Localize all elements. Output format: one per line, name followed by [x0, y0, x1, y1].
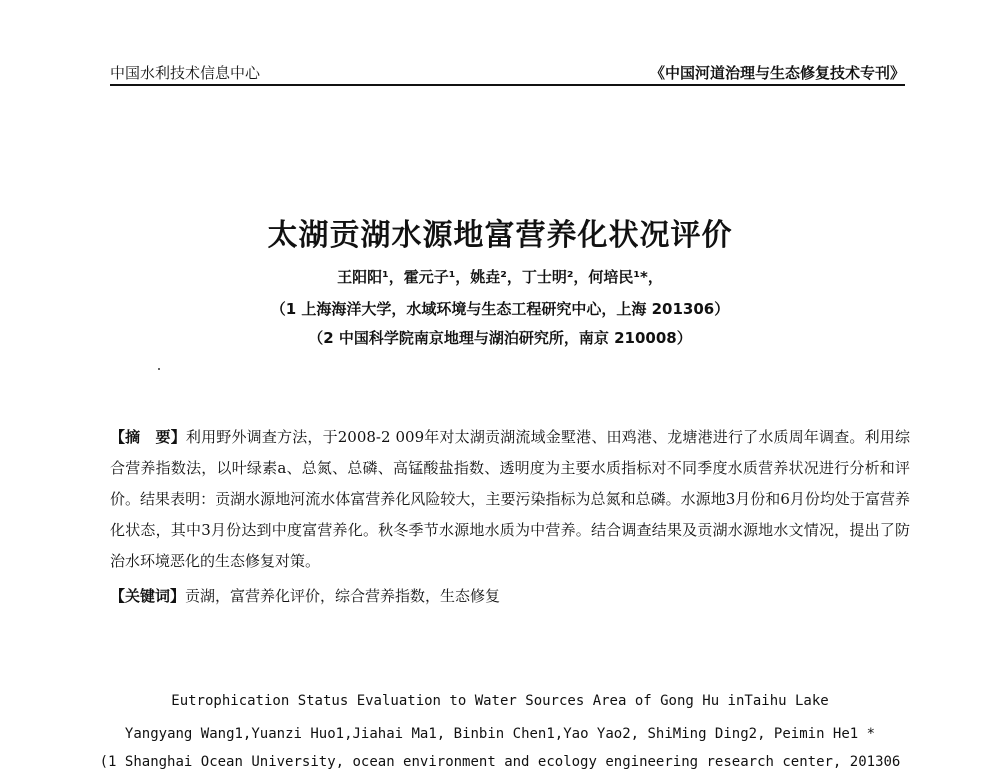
english-affiliation: (1 Shanghai Ocean University, ocean environment and ecology engineering research center, 201306 — [99, 754, 901, 770]
english-title: Eutrophication Status Evaluation to Water Sources Area of Gong Hu inTaihu Lake — [171, 693, 829, 709]
english-authors: Yangyang Wang1,Yuanzi Huo1,Jiahai Ma1, Binbin Chen1,Yao Yao2, ShiMing Ding2, Peimin He1 * — [124, 726, 876, 742]
scan-speck — [158, 368, 160, 370]
header-right: 《中国河道治理与生态修复技术专刊》 — [649, 64, 905, 82]
affiliation-1: （1 上海海洋大学，水域环境与生态工程研究中心，上海 201306） — [270, 300, 730, 318]
author-list: 王阳阳¹，霍元子¹，姚垚²，丁士明²，何培民¹*， — [337, 268, 663, 286]
paper-title: 太湖贡湖水源地富营养化状况评价 — [267, 218, 733, 253]
abstract-text: 利用野外调查方法，于2008-2 009年对太湖贡湖流域金墅港、田鸡港、龙塘港进行了水质周年调查。利用综合营养指数法，以叶绿素a、总氮、总磷、高锰酸盐指数、透明度为主要水质指标对不同季度水质营养状况进行分析和评价。结果表明：贡湖水源地河流水体富营养化风险较大，主要污染指标为总氮和总磷。水源地3月份和6月份均处于富营养化状态，其中3月份达到中度富营养化。秋冬季节水源地水质为中营养。结合调查结果及贡湖水源地水文情况，提出了防治水环境恶化的生态修复对策。 — [110, 428, 910, 570]
running-header — [110, 62, 905, 86]
keywords — [110, 585, 500, 606]
abstract-label: 【摘 要】 — [110, 428, 186, 446]
keywords-text: 贡湖，富营养化评价，综合营养指数，生态修复 — [185, 587, 501, 605]
keywords-label: 【关键词】 — [110, 587, 186, 605]
abstract — [110, 422, 910, 577]
header-left: 中国水利技术信息中心 — [110, 64, 261, 82]
affiliation-2: （2 中国科学院南京地理与湖泊研究所，南京 210008） — [308, 329, 692, 347]
